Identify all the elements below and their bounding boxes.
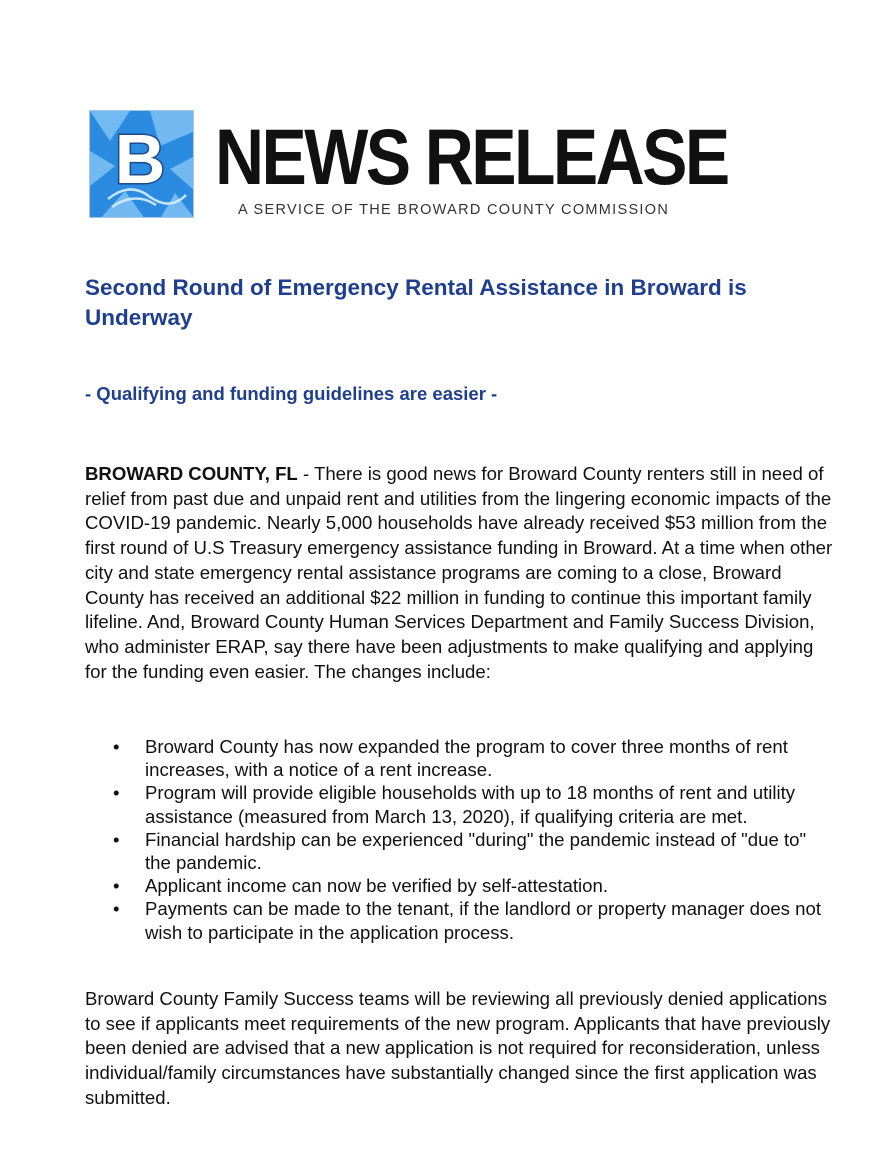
list-item — [85, 828, 825, 874]
news-release-header — [89, 110, 729, 222]
dateline: BROWARD COUNTY, FL — [85, 463, 298, 484]
logo-letter: B — [114, 120, 166, 198]
masthead-title: NEWS RELEASE — [215, 112, 728, 201]
list-item-text: Financial hardship can be experienced "during" the pandemic instead of "due to" the pandemic. — [145, 828, 807, 874]
bullet-icon: • — [113, 898, 120, 920]
changes-list — [85, 735, 825, 944]
list-item-text: Applicant income can now be verified by self-attestation. — [145, 875, 609, 897]
list-item — [85, 897, 825, 943]
closing-paragraph: Broward County Family Success teams will be reviewing all previously denied applications to see if applicants meet requirements of the new program. Applicants that have previously been denied are advised that a new application is not required for reconsideration, unless individual/family circumstances have substantially changed since the first application was submitted. — [85, 988, 831, 1108]
list-item — [85, 874, 825, 897]
bullet-icon: • — [113, 828, 120, 850]
list-item-text: Payments can be made to the tenant, if the landlord or property manager does not wish to participate in the application process. — [145, 898, 821, 943]
release-headline: Second Round of Emergency Rental Assistance in Broward is Underway — [85, 275, 747, 330]
list-item — [85, 735, 825, 781]
list-item-text: Program will provide eligible households with up to 18 months of rent and utility assistance (measured from March 13, 2020), if qualifying criteria are met. — [145, 782, 796, 827]
list-item-text: Broward County has now expanded the program to cover three months of rent increases, with a notice of a rent increase. — [145, 736, 788, 781]
release-subhead: - Qualifying and funding guidelines are easier - — [85, 383, 498, 404]
bullet-icon: • — [113, 875, 120, 897]
list-item — [85, 781, 825, 827]
bullet-icon: • — [113, 736, 120, 757]
broward-county-logo — [89, 110, 194, 218]
intro-paragraph — [85, 462, 835, 684]
intro-text: - There is good news for Broward County renters still in need of relief from past due and unpaid rent and utilities from the lingering economic impacts of the COVID-19 pandemic. Nearly 5,000 households have already received $53 million from the first round of U.S Treasury emergency assistance funding in Broward. At a time when other city and state emergency rental assistance programs are coming to a close, Broward County has received an additional $22 million in funding to continue this important family lifeline. And, Broward County Human Services Department and Family Success Division, who administer ERAP, say there have been adjustments to make qualifying and applying for the funding even easier. The changes include: — [85, 463, 833, 682]
bullet-icon: • — [113, 782, 120, 804]
masthead-subtitle: A SERVICE OF THE BROWARD COUNTY COMMISSION — [238, 202, 670, 218]
